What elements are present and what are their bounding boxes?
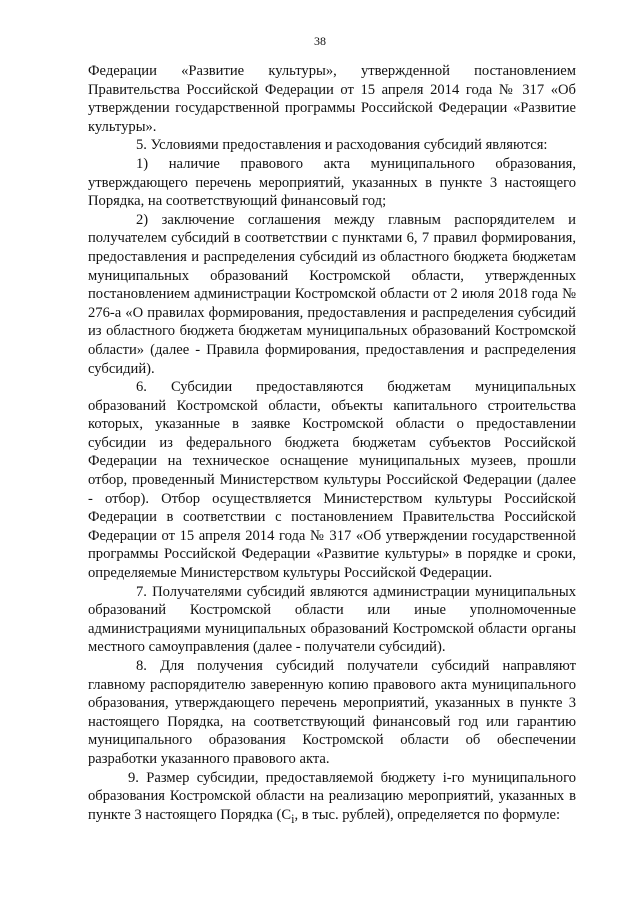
paragraph-9-text-end: , в тыс. рублей), определяется по формуле: xyxy=(294,806,561,823)
paragraph-9 xyxy=(88,769,576,829)
paragraph-8: 8. Для получения субсидий получатели субсидий направляют главному распорядителю заверенную копию правового акта муниципального образования, утверждающего перечень мероприятий, указанных в пункте 3 настоящего Порядка, на соответствующий финансовый год или гарантию муниципального образования Костромской области об обеспечении разработки указанного правового акта. xyxy=(88,658,576,767)
paragraph-5-item-2: 2) заключение соглашения между главным распорядителем и получателем субсидий в соответствии с пунктами 6, 7 правил формирования, предоставления и распределения субсидий из областного бюджета бюджетам муниципальных образований Костромской области, утвержденных постановлением администрации Костромской области от 2 июля 2018 года № 276-а «О правилах формирования, предоставления и распределения субсидий из областного бюджета бюджетам муниципальных образований Костромской области» (далее - Правила формирования, предоставления и распределения субсидий). xyxy=(88,211,576,377)
paragraph-6: 6. Субсидии предоставляются бюджетам муниципальных образований Костромской области, объекты капитального строительства которых, указанные в заявке Костромской области о предоставлении субсидии из федерального бюджета бюджетам субъектов Российской Федерации на техническое оснащение муниципальных музеев, прошли отбор, проведенный Министерством культуры Российской Федерации (далее - отбор). Отбор осуществляется Министерством культуры Российской Федерации в соответствии с постановлением Правительства Российской Федерации от 15 апреля 2014 года № 317 «Об утверждении государственной программы Российской Федерации «Развитие культуры» в порядке и сроки, определяемые Министерством культуры Российской Федерации. xyxy=(88,379,576,582)
paragraph-9-text-start: 9. Размер субсидии, предоставляемой бюджету i-го муниципального образования Костромской области на реализацию мероприятий, указанных в пункте 3 настоящего Порядка (C xyxy=(88,769,576,823)
paragraph-5-item-1: 1) наличие правового акта муниципального образования, утверждающего перечень мероприятий, указанных в пункте 3 настоящего Порядка, на соответствующий финансовый год; xyxy=(88,155,576,210)
paragraph-intro: Федерации «Развитие культуры», утвержденной постановлением Правительства Российской Федерации от 15 апреля 2014 года № 317 «Об утверждении государственной программы Российской Федерации «Развитие культуры». xyxy=(88,63,576,135)
paragraph-5: 5. Условиями предоставления и расходования субсидий являются: xyxy=(136,137,548,154)
page-number: 38 xyxy=(314,34,326,48)
document-body xyxy=(88,62,576,828)
paragraph-9-subscript: i xyxy=(291,811,295,826)
paragraph-7: 7. Получателями субсидий являются администрации муниципальных образований Костромской области или иные уполномоченные администрациями муниципальных образований Костромской области органы местного самоуправления (далее - получатели субсидий). xyxy=(88,583,576,656)
